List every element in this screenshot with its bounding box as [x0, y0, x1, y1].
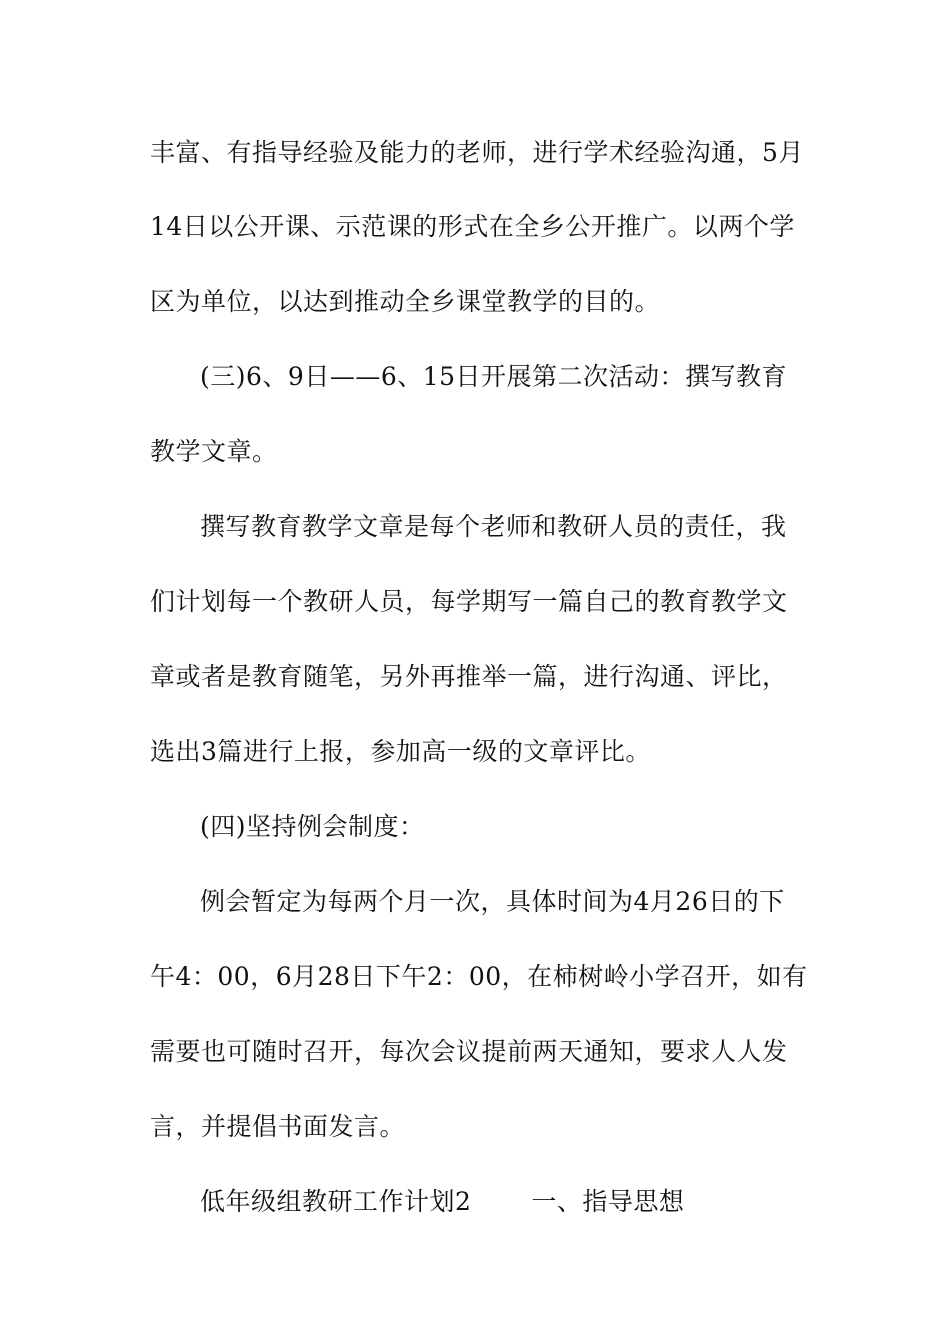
paragraph-line-8: 章或者是教育随笔，另外再推举一篇，进行沟通、评比， — [150, 662, 788, 691]
paragraph-line-12: 午4：00，6月28日下午2：00，在柿树岭小学召开，如有 — [150, 962, 808, 991]
section-heading-3: (三)6、9日——6、15日开展第二次活动：撰写教育 — [200, 362, 788, 391]
paragraph-line-2: 14日以公开课、示范课的形式在全乡公开推广。以两个学 — [150, 212, 795, 241]
plan-section-heading: 一、指导思想 — [531, 1187, 685, 1216]
section-heading-4: (四)坚持例会制度： — [200, 812, 425, 841]
paragraph-line-6: 撰写教育教学文章是每个老师和教研人员的责任，我 — [200, 512, 787, 541]
paragraph-line-9: 选出3篇进行上报，参加高一级的文章评比。 — [150, 737, 651, 766]
plan-title-line — [200, 1186, 684, 1218]
paragraph-line-13: 需要也可随时召开，每次会议提前两天通知，要求人人发 — [150, 1037, 788, 1066]
paragraph-line-11: 例会暂定为每两个月一次，具体时间为4月26日的下 — [200, 887, 785, 916]
plan-title: 低年级组教研工作计划2 — [200, 1187, 472, 1216]
section-heading-3-continued: 教学文章。 — [150, 437, 278, 466]
paragraph-line-7: 们计划每一个教研人员，每学期写一篇自己的教育教学文 — [150, 587, 788, 616]
paragraph-line-14: 言，并提倡书面发言。 — [150, 1112, 406, 1141]
paragraph-line-1: 丰富、有指导经验及能力的老师，进行学术经验沟通，5月 — [150, 138, 804, 167]
paragraph-line-3: 区为单位，以达到推动全乡课堂教学的目的。 — [150, 287, 661, 316]
